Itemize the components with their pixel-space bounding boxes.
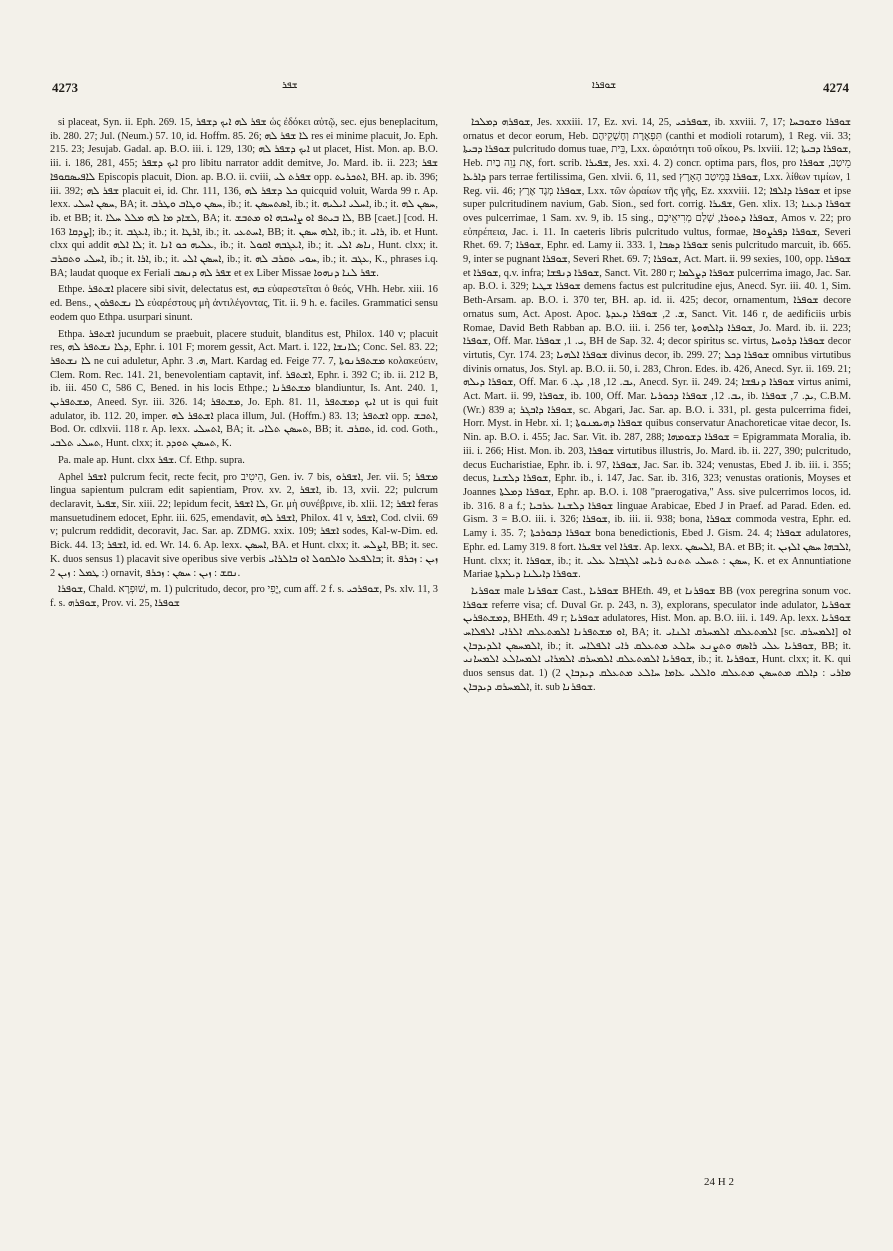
entry-paragraph: si placeat, Syn. ii. Eph. 269. 15, ܫܦܪ ܠܗ ܐܝܟ ܕܫܦܪ ὡς ἐδόκει αὐτῷ, sec. ejus beneplacitum, ib. 280. 27; Jul. (Neum.) 57. 10, id. Hoffm. 85. 26; ܠܐ ܫܦܪ ܠܗ res ei minime placuit, Jo. Eph. 215. 23; Jesujab. Gadal. ap. B.O. iii. i. 129, 130; ܐܝܟ ܕܫܦܪ ܠܗ ut placet, Hist. Mon. ap. B.O. iii. i. 186, 281, 455; ܐܝܟ ܕܫܦܪ pro libitu narrator addit demitve, Jo. Mard. ib. ii. 223; ܫܦܪ ܠܐܦܝܣܩܘܦܐ Episcopis placuit, Dion. ap. B.O. ii. cviii, ܫܦܪܬ ܠܝ opp. ܐܬܟܪܝܬ, BH. ap. ib. 396; iii. 392; ܫܦܪ ܠܗ placuit ei, id. Chr. 111, 136, ܟܠ ܕܫܦܪ ܠܗ quicquid voluit, Warda 99 r. Ap. lexx. ܚܣܢ ܐܚܠܝ, BA; it. ܚܣܢ ܘܛܐܒ ܘܛܪܒ, ib.; it. ܐܣܬܚܣܢ, ib.; it. ܐܚܠܝ ܐܝܠܝܗ, ib.; it. ܚܣܢ ܠܗ, ib. et BB; it. ܠܫܐܕ ܡܐ ܠܗ ܡܠܠ ܚܠܐ, BA; it. ܠܐ ܒܝܬܦ ܐܘ ܨܐܚܒܗ ܐܘ ܡܬܒܫ, BB [caet.] [cod. H. 163 ܨܕܩܐ]; ib.; it. ܐܥܓܒ, ib.; it. ܐܪܛܐ, ib.; it. ܐܚܬܥܝ, BB; it. ܐܠܗ ܚܣܢ, ib.; it. ܪܐܝ, ib. et Hunt. clxx qui addit ܠܐ ܐܠܗ; it. ܥܠܝܗ ܟܘ ܐܢܐ, ib.; it. ܐܥܓܒܗ ܐܩܘܠ, ib.; it. ܢܐܣ ܐܠܝ, Hunt. clxx; it. ܐܚܠܝ ܘܬܩܪܒ, ib.; it. ܐܪܐ, ib.; it. ܐܚܣܢ ܐܠܝ, ib.; it. ܚܘܝ ܬܩܪܒ ܠܗ, ib.; it. ܥܓܒ, K., phrases i.q. BA; laudat quoque ex Feriali ܫܦܪ ܠܗ ܕܢܣܒ et ex Liber Missae ܫܦܪ ܠܢܐ ܕܢܗܘܐ.	[50, 117, 438, 279]
entry-paragraph: ܫܘܦܪܗ ܕܡܠܟܐ, Jes. xxxiii. 17, Ez. xvi. 14, 25, ܫܘܦܪܟܝ, ib. xxviii. 7, 17; ܫܘܦܪܐ ܘܫܘܒܚܐ ornatus et decor eorum, Heb. תִּפְאֶרֶת וְחֶשְׁקֵיהֶם (canthi et modioli rotarum), 1 Reg. vii. 33; ܫܘܦܪܐ ܕܒܝܬܐ pulcritudo domus tuae, בֵּית, Lxx. ὡραιότητι τοῦ οἴκου, Ps. lxviii. 12; ܫܘܦܪܐ ܕܒܝܬܐ, Heb. אֶת נְוֵה בַיִת, fort. scrib. ܫܦܝܪܐ, Jes. xxi. 4. 2) concr. optima pars, flos, pro מֵיטַב, ܫܘܦܪܐ ܕܐܪܥܐ pars terrae fertilissima, Gen. xlvii. 6, 11, sed ܫܘܦܪܐ בְּמֵיטַב הָאָרֶץ, Lxx. λίθων τιμίων, 1 Reg. vii. 46; ܫܘܦܪܐ מְגֶד אֶרֶץ, Lxx. τῶν ὡραίων τῆς γῆς, Ez. xxxviii. 12; ܫܘܦܪܐ ܕܐܠܦܐ et ipse super pulcritudinem navium, Gab. Sion., sed fort. corrig. ܫܦܝܪܐ, Gen. xlix. 13; ܫܘܦܪܐ ܕܥܢܐ oves pulcerrimae, 1 Sam. xv. 9, ib. 15 sing., ܫܘܦܪܐ ܕܬܘܪܐ, שְׁלַם מְרִיאֵיכֶם, Amos v. 22; pro εὐπρέπεια, Jac. i. 11. In caeteris libris pulcritudo vultus, formae, ܫܘܦܪܐ ܕܦܪܨܘܦܐ, Severi Rhet. 69. 7; ܫܘܦܪܐ, Ephr. ed. Lamy ii. 333. 1, ܫܘܦܪܐ ܕܣܒܐ senis pulcritudo marcuit, ib. 665. 9, inter se pugnant ܫܘܦܪܐ, Severi Rhet. 69. 7; ܫܘܦܪܐ, Act. Mart. ii. 99 sexies, 100, opp. ܫܘܦܪܐ et ܫܘܦܪܐ, q.v. infra; ܫܘܦܪܐ ܕܢܦܫܐ, Sanct. Vit. 280 r; ܫܘܦܪܐ ܕܨܠܡܐ pulcerrima imago, Jac. Sar. ap. B.O. i. 329; ܫܘܦܪܐ ܫܛܝܐ demens factus est pulcritudine ejus, Anecd. Syr. iii. 40. 1, Sim. Beth-Arsam. ap. B.O. i. 370 ter, BH. ap. id. ii. 425; decor, ornamentum, ܫܘܦܪܐ decore ornatus sum, Act. Apost. Apoc. ܫ. 2, ܫܘܦܪܐ ܕܥܕܬܐ, Sanct. Vit. 146 r, de aedificiis urbis Romae, David Beth Rabban ap. B.O. iii. i. 256 ter, ܫܘܦܪܐ ܕܐܠܗܘܬܐ, Jo. Mard. ib. ii. 223; ܫܘܦܪܐ, Off. Mar. ܝ. 1, ܫܘܦܪܐ, BH de Sap. 32. 4; decor spiritus sc. virtus, ܫܘܦܪܐ ܕܪܘܚܐ decor virtutis, Cyr. 174. 23; ܫܘܦܪܐ ܐܠܗܝܐ divinus decor, ib. 299. 27; ܫܘܦܪܐ ܕܟܠ omnibus virtutibus divinis ornatus, Jos. Styl. ap. B.O. ii. 50, i. 283, Chron. Edes. ib. 426, Anecd. Syr. ii. 169. 21; ܫܘܦܪܐ ܕܝܠܗ, Off. Mar. ܝܒ. 12, 18, ܝܓ. 6, Anecd. Syr. ii. 249. 24; ܫܘܦܪܐ ܕܢܦܫܐ virtus animi, Act. Mart. ii. 99, ܫܘܦܪܐ, ib. 100, Off. Mar. ܝܒ. 12, ܫܘܦܪܐ ܕܟܘܪܝܐ, ib. ܝܕ. 7, ܫܘܦܪܐ, C.B.M. (Wr.) 839 a; ܫܘܦܪܐ ܕܐܒܓܪ, sc. Abgari, Jac. Sar. ap. B.O. i. 331, pl. gesta pulcerrima fidei, Horr. Myst. in Hebr. xi. 1; ܫܘܦܪܐ ܕܗܝܡܢܘܬܐ quibus conservatur Anachoreticae vitae decor, Is. Nin. ap. B.O. i. 455; Jac. Sar. Vit. ib. 287, 288; ܫܘܦܪܐ ܕܫܘܡܗܐ = Epigrammata Moralia, ib. iii. i. 266; Hist. Mon. ib. 203, ܫܘܦܪܐ virtutibus illustris, Jo. Mard. ib. ii. 227, 390; pulcritudo, decus Eucharistiae, Ephr. ib. i. 97, ܫܘܦܪܐ, Jac. Sar. ib. 324; venustas, Ebed J. ib. iii. i. 355; decus, ܫܘܦܪܐ ܕܠܫܢܐ, Ephr. ib., i. 147, Jac. Sar. ib. 316, 323; venustas orationis, Moyses et Joannes ܫܘܦܪܐ ܕܡܠܬܐ, Ephr. ap. B.O. i. 108 "praerogativa," Ass. sive pulcerrimos locos, id. ib. 316. 8 a f.; ܫܘܦܪܐ ܕܠܫܢܐ ܥܪܒܝܐ linguae Arabicae, Ebed J in Praef. ad Parad. Eden. ed. Gism. 3 = B.O. iii. i. 326; ܫܘܦܪܐ, ib. iii. ii. 938; bona, ܫܘܦܪܐ commoda vestra, Ephr. ed. Lamy i. 35. 7; ܫܘܦܪܐ ܕܒܘܪܟܬܐ bona benedictionis, Ebed J. Gism. 24. 4; ܫܘܦܪܐ adulatores, Ephr. ed. Lamy 319. 8 fort. ܫܦܝܪܐ vel ܫܦܪܐ. Ap. lexx. ܐܠܚܣܢ, BA. et BB; it. ܐܠܒܗܐ ܚܣܢ ܐܠܙܝܢ, Hunt. clxx; it. ܫܘܦܪܐ, ib.; it. ܚܣܢ : ܬܚܠܝ ܬܬܢܬ ܪܝܐܚ ܐܠܓܒܐܠ ܥܠܝ, K. et ex Annuntiatione Mariae ܫܘܦܪܐ ܕܐܝܠܢܐ ܕܝܠܕܬܐ.	[463, 117, 851, 581]
entry-paragraph: Ethpa. ܐܫܬܦܪ jucundum se praebuit, placere studuit, blanditus est, Philox. 140 v; placuit res, ܕܠܐ ܢܫܬܦܪ ܠܗ, Ephr. i. 101 F; morem gessit, Act. Mart. i. 122, ܠܐܢܫܐ; Conc. Sel. 83. 22; ܠܐ ܢܫܬܦܪ ne cui aduletur, Aphr. ܗ. 3, Mart. Kardag ed. Feige 77. 7, ܡܫܬܦܪܢܘܬܐ κολακεύειν, Clem. Rom. Rec. 141. 21, benevolentiam captavit, inf. ܐܫܬܦܪ, Ephr. i. 392 C; ib. ii. 212 B, ib. iii. 450 C, 586 C, Bened. in his locis Ethpe.; ܡܫܬܦܪܢܐ blandiuntur, Is. Ant. 240. 1, ܡܫܬܦܪܝܢ, Aneed. Syr. iii. 326. 14; ܡܫܬܦܪ, Jo. Eph. 81. 11, ܐܝܟ ܕܡܫܬܦܪ ut is qui fuit adulator, ib. 112. 20, imper. ܐܫܬܦܪ ܠܗ placa illum, Jul. (Hoffm.) 83. 13; ܐܫܬܦܪ opp. ܐܬܒܫ, Bod. Or. cdlxvii. 118 r. Ap. lexx. ܐܬܚܠܝ, BA; it. ܬܚܣܢ ܬܠܐܝ, BB; it. ܬܩܪܒ, id. cod. Goth., ܬܚܠܝ ܬܠܒܝ, Hunt. clxx; it. ܬܚܣܢ ܬܘܕܕ, K.	[50, 328, 438, 450]
entry-paragraph: Pa. male ap. Hunt. clxx ܫܦܪ. Cf. Ethp. supra.	[58, 454, 245, 466]
left-column	[50, 116, 438, 1216]
running-head-left: ܫܦܪ	[282, 80, 298, 91]
right-column	[463, 116, 851, 1216]
page-header	[52, 80, 849, 104]
page-number-left: 4273	[52, 80, 78, 95]
signature-mark: 24 H 2	[704, 1176, 734, 1188]
page-number-right: 4274	[823, 80, 849, 95]
entry-paragraph: ܫܘܦܪܝܐ male ܫܘܦܪܢܐ Cast., ܫܘܦܪܝܐ BHEth. 49, et ܫܘܦܪܢܐ BB (vox peregrina sonum voc. ܫܘܦܪܐ referre visa; cf. Duval Gr. p. 243, n. 3), explorans, speculator inde adulator, ܫܘܦܪܝܐ ܕܡܫܬܦܪܝܢ, BHEth. 49 r; ܫܘܦܪܝܐ adulatores, Hist. Mon. ap. B.O. iii. i. 149. Ap. lexx. ܫܘܦܪܝܐ ܐܘ ܡܫܬܦܪܢܐ ܐܠܡܬܥܠܩ ܐܠܪܐܝ ܐܠܦܠܐܚ, BA; it. ܐܠܡܬܥܠܩ ܐܠܡܚܪܩ ܐܠܢܐܝ [sc. ܐܠܡܚܪܩ] ܐܘ ܐܠܡܚܣܢ ܐܠܕܝܕܒܐܢ, ib.; it. ܫܘܦܪܝܐ ܥܠܝ ܪܐܣܗ ܘܬܨܢܥ ܚܐܠܥ ܡܬܥܠܩ ܪܐܝ ܐܠܦܠܐܚ, BB; it. ܫܘܦܪܝܐ ܐܠܡܬܥܠܩ ܐܠܡܚܪܩ ܐܠܡܪܐܝ ܐܠܡܚܐܠܥ ܐܠܡܚܐܢܝ, ib.; it. ܫܘܦܪܝܐ, Hunt. clxx; it. K. qui duos sensus dat. 1) ܡܐܪܝ : ܕܐܠܩ ܡܬܚܣܢ ܡܬܥܠܩ ܘܐܠܠܝ ܥܐܡܐ ܚܐܠܥ ܡܬܥܠܩ ܕܝܕܒܐܢ 2) ܐܠܡܚܪܩ ܕܝܕܒܐܢ, it. sub ܫܘܦܪܢܐ.	[463, 585, 851, 693]
entry-paragraph: Ethpe. ܐܫܬܦܪ placere sibi sivit, delectatus est, ܒܗ εὐαρεστεῖται ὁ θεός, VHh. Hebr. xiii. 16 ed. Bens., ܠܐ ܢܫܬܦܪܘܢ εὐαρέστους μὴ ἀντιλέγοντας, Tit. ii. 9 h. e. faciles. Grammatici sensu eodem quo Ethpa. usurpari sinunt.	[50, 284, 438, 323]
entry-paragraph: Aphel ܐܫܦܪ pulcrum fecit, recte fecit, pro הֵיטִיב, Gen. iv. 7 bis, ܐܫܦܪܘ, Jer. vii. 5; ܡܫܦܪ lingua sapientum pulcram edit sapientiam, Prov. xv. 2, ܐܫܦܪ, ib. 13, xvii. 22; pulcrum declaravit, ܫܦܝܪ, Sir. xiii. 22; lepidum fecit, ܠܐ ܐܫܦܪ, Gr. μὴ συνέβρινε, ib. xlii. 12; ܐܫܦܪ feras mansuetudinem edocet, Ephr. iii. 625, emendavit, ܐܫܦܪ ܠܗ, Philox. 41 v, ܐܫܦܪ, Cod. clvii. 69 v; pulcrum reddidit, decoravit, Jac. Sar. ap. ZDMG. xxix. 109; ܐܫܦܪ sodes, Kal-w-Dim. ed. Bick. 44. 13; ܐܫܦܪ, id. ed. Wr. 14. 6. Ap. lexx. ܐܚܣܢ, BA. et Hunt. clxx; it. ܐܨܠܚ, BB; it. sec. K. duos sensus 1) placavit sive operibus sive verbis ܒܐܠܦܥܠ ܘܐܠܩܘܠ ܐܘ ܒܐܠܪܐܝ; it. ܙܝܢ : ܙܟܪܦ : ܛܡܠ : ܙܝܢ 2) ornavit, ܢܩܫ : ܙܝܢ : ܚܣܢ : ܙܟܪܦ.	[50, 471, 438, 579]
entry-paragraph: ܫܘܦܪܐ, Chald. שׁוּפְרָא, m. 1) pulcritudo, decor, pro יֳפִי, cum aff. 2 f. s. ܫܘܦܪܟܝ, Ps. xlv. 11, 3 f. s. ܫܘܦܪܗ, Prov. vi. 25, ܫܘܦܪܐ	[50, 584, 438, 609]
running-head-right: ܫܘܦܪܐ	[592, 80, 617, 91]
